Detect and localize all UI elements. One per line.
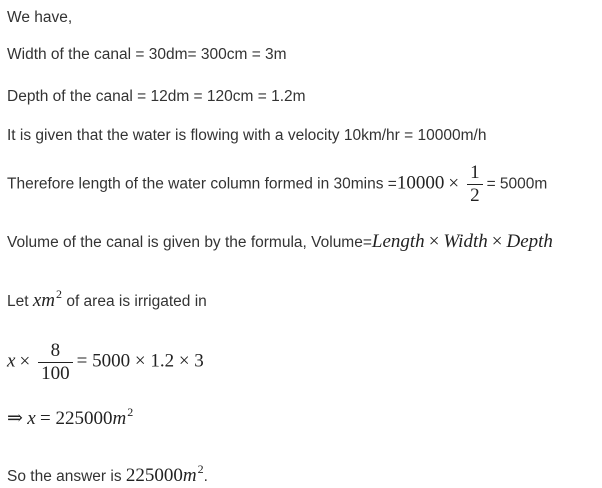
result-line [7, 405, 134, 430]
equation-rhs: = 5000 × 1.2 × 3 [76, 350, 204, 372]
volume-width-term: Width [443, 231, 488, 252]
volume-formula [7, 232, 553, 253]
result-value: = 225000 [39, 408, 113, 429]
half-denominator: 2 [467, 184, 483, 207]
area-equation [7, 340, 204, 385]
volume-prefix: Volume of the canal is given by the formula, Volume= [7, 234, 372, 251]
result-exponent: 2 [127, 405, 134, 419]
answer-value: 225000 [125, 465, 183, 486]
answer-prefix: So the answer is [7, 468, 126, 485]
length-prefix: Therefore length of the water column formed in 30mins = [7, 175, 397, 193]
half-numerator: 1 [470, 162, 480, 183]
half-fraction [467, 162, 483, 207]
implies-arrow: ⇒ [7, 408, 23, 429]
percent-fraction [38, 340, 73, 385]
percent-numerator: 8 [50, 340, 61, 361]
length-value: 10000 [396, 172, 445, 194]
answer-exponent: 2 [197, 462, 204, 476]
depth-statement: Depth of the canal = 12dm = 120cm = 1.2m [7, 88, 306, 105]
volume-depth-term: Depth [506, 231, 553, 252]
times-symbol: × [448, 172, 460, 194]
answer-unit: m [182, 465, 197, 486]
equation-x: x [7, 350, 16, 372]
width-statement: Width of the canal = 30dm= 300cm = 3m [7, 46, 287, 63]
percent-denominator: 100 [38, 362, 73, 385]
velocity-statement: It is given that the water is flowing with a velocity 10km/hr = 10000m/h [7, 127, 487, 144]
length-result: = 5000m [486, 175, 548, 193]
times-symbol: × [19, 350, 31, 372]
times-symbol: × [491, 231, 503, 252]
volume-length-term: Length [371, 231, 425, 252]
times-symbol: × [428, 231, 440, 252]
result-unit: m [112, 408, 127, 429]
let-statement [7, 287, 207, 312]
let-prefix: Let [7, 293, 33, 310]
answer-suffix: . [203, 468, 208, 485]
result-x: x [27, 408, 36, 429]
area-variable: xm [32, 290, 56, 311]
intro-text: We have, [7, 9, 73, 26]
area-exponent: 2 [56, 287, 63, 301]
answer-line [7, 462, 208, 487]
length-statement [7, 162, 547, 207]
let-suffix: of area is irrigated in [62, 293, 207, 310]
